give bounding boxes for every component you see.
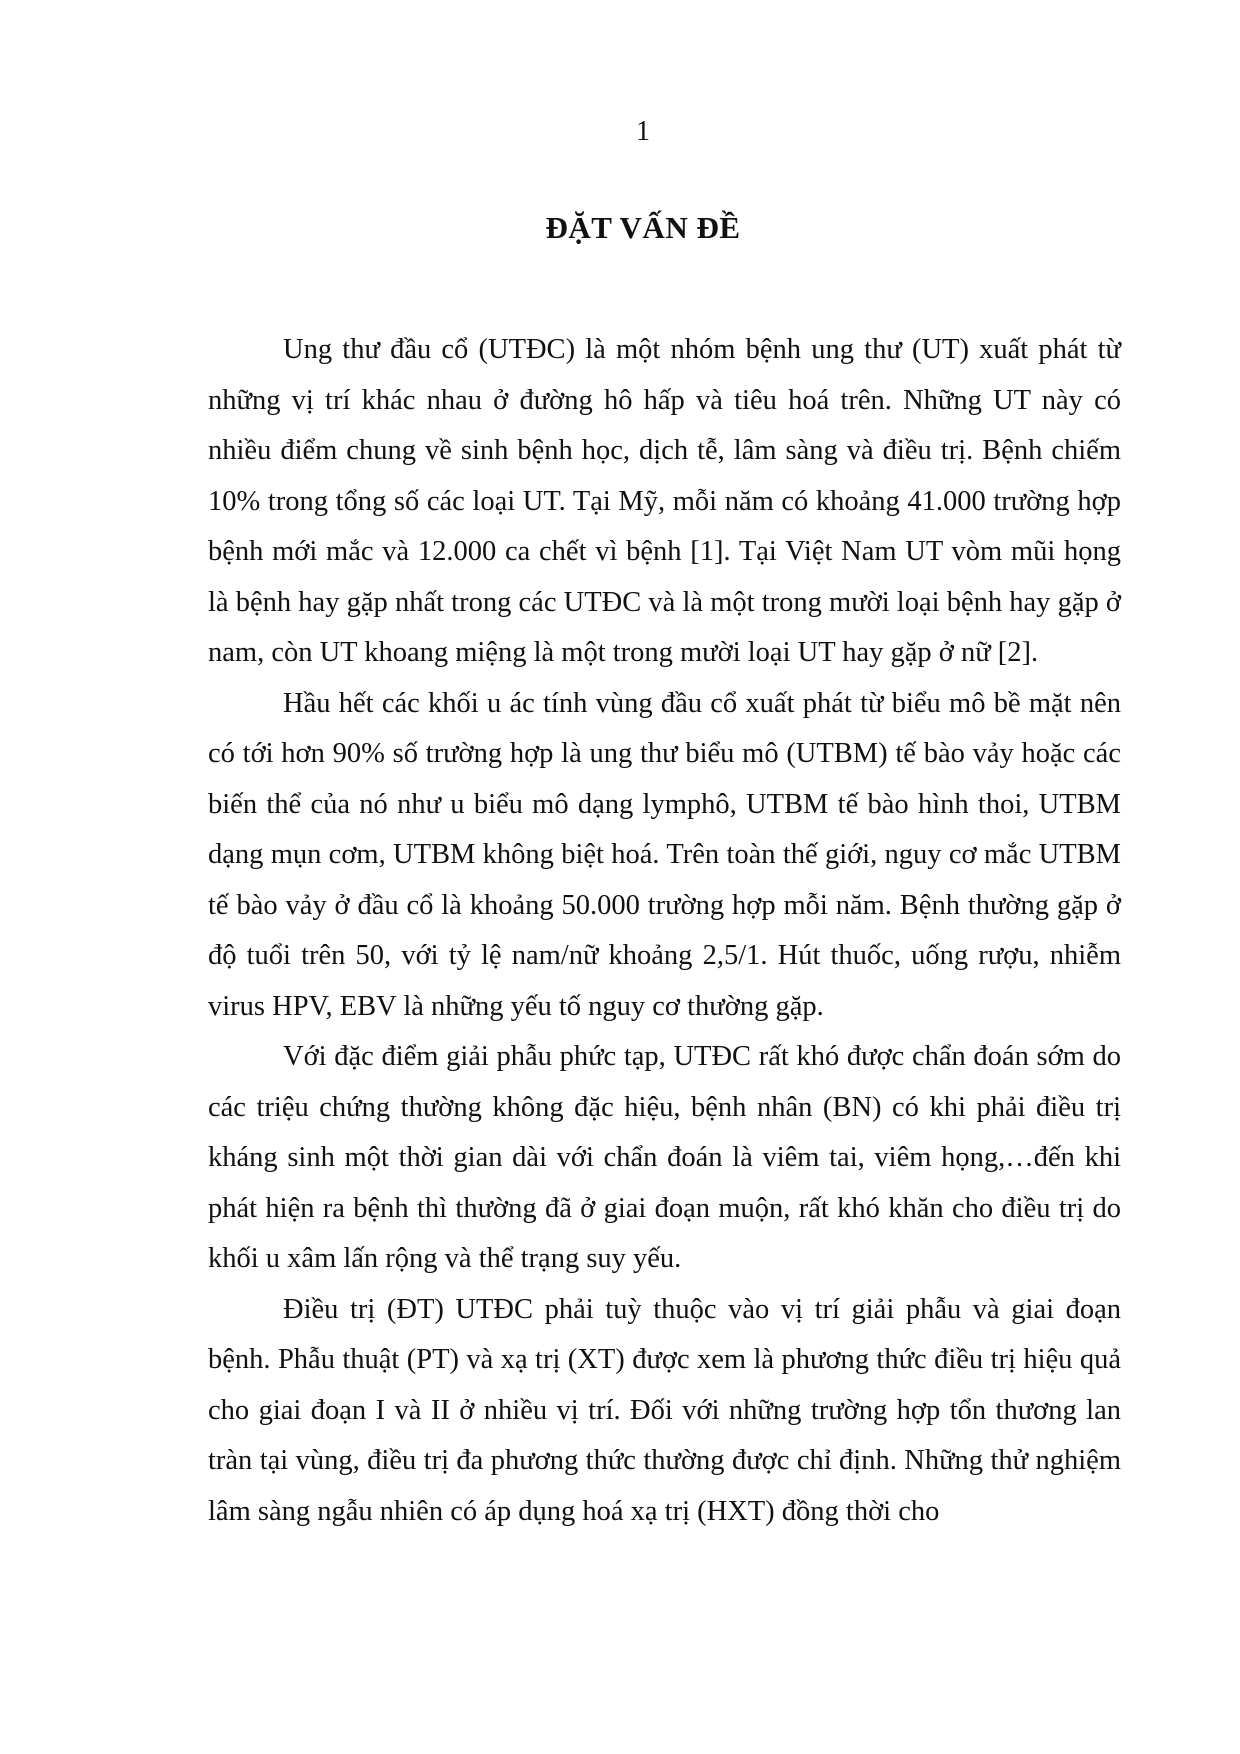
paragraph-histology: Hầu hết các khối u ác tính vùng đầu cổ xuất phát từ biểu mô bề mặt nên có tới hơn 90% số trường hợp là ung thư biểu mô (UTBM) tế bào vảy hoặc các biến thể của nó như u biểu mô dạng lymphô, UTBM tế bào hình thoi, UTBM dạng mụn cơm, UTBM không biệt hoá. Trên toàn thế giới, nguy cơ mắc UTBM tế bào vảy ở đầu cổ là khoảng 50.000 trường hợp mỗi năm. Bệnh thường gặp ở độ tuổi trên 50, với tỷ lệ nam/nữ khoảng 2,5/1. Hút thuốc, uống rượu, nhiễm virus HPV, EBV là những yếu tố nguy cơ thường gặp. [208,687,1121,1022]
page-title: ĐẶT VẤN ĐỀ [545,210,741,245]
paragraph-treatment: Điều trị (ĐT) UTĐC phải tuỳ thuộc vào vị trí giải phẫu và giai đoạn bệnh. Phẫu thuật (PT) và xạ trị (XT) được xem là phương thức điều trị hiệu quả cho giai đoạn I và II ở nhiều vị trí. Đối với những trường hợp tổn thương lan tràn tại vùng, điều trị đa phương thức thường được chỉ định. Những thử nghiệm lâm sàng ngẫu nhiên có áp dụng hoá xạ trị (HXT) đồng thời cho [208,1293,1121,1527]
paragraph-introduction: Ung thư đầu cổ (UTĐC) là một nhóm bệnh ung thư (UT) xuất phát từ những vị trí khác nhau ở đường hô hấp và tiêu hoá trên. Những UT này có nhiều điểm chung về sinh bệnh học, dịch tễ, lâm sàng và điều trị. Bệnh chiếm 10% trong tổng số các loại UT. Tại Mỹ, mỗi năm có khoảng 41.000 trường hợp bệnh mới mắc và 12.000 ca chết vì bệnh [1]. Tại Việt Nam UT vòm mũi họng là bệnh hay gặp nhất trong các UTĐC và là một trong mười loại bệnh hay gặp ở nam, còn UT khoang miệng là một trong mười loại UT hay gặp ở nữ [2]. [208,334,1121,668]
paragraph-diagnosis: Với đặc điểm giải phẫu phức tạp, UTĐC rất khó được chẩn đoán sớm do các triệu chứng thường không đặc hiệu, bệnh nhân (BN) có khi phải điều trị kháng sinh một thời gian dài với chẩn đoán là viêm tai, viêm họng,…đến khi phát hiện ra bệnh thì thường đã ở giai đoạn muộn, rất khó khăn cho điều trị do khối u xâm lấn rộng và thể trạng suy yếu. [208,1041,1121,1274]
document-body [208,325,1121,1537]
page-number: 1 [636,116,650,147]
